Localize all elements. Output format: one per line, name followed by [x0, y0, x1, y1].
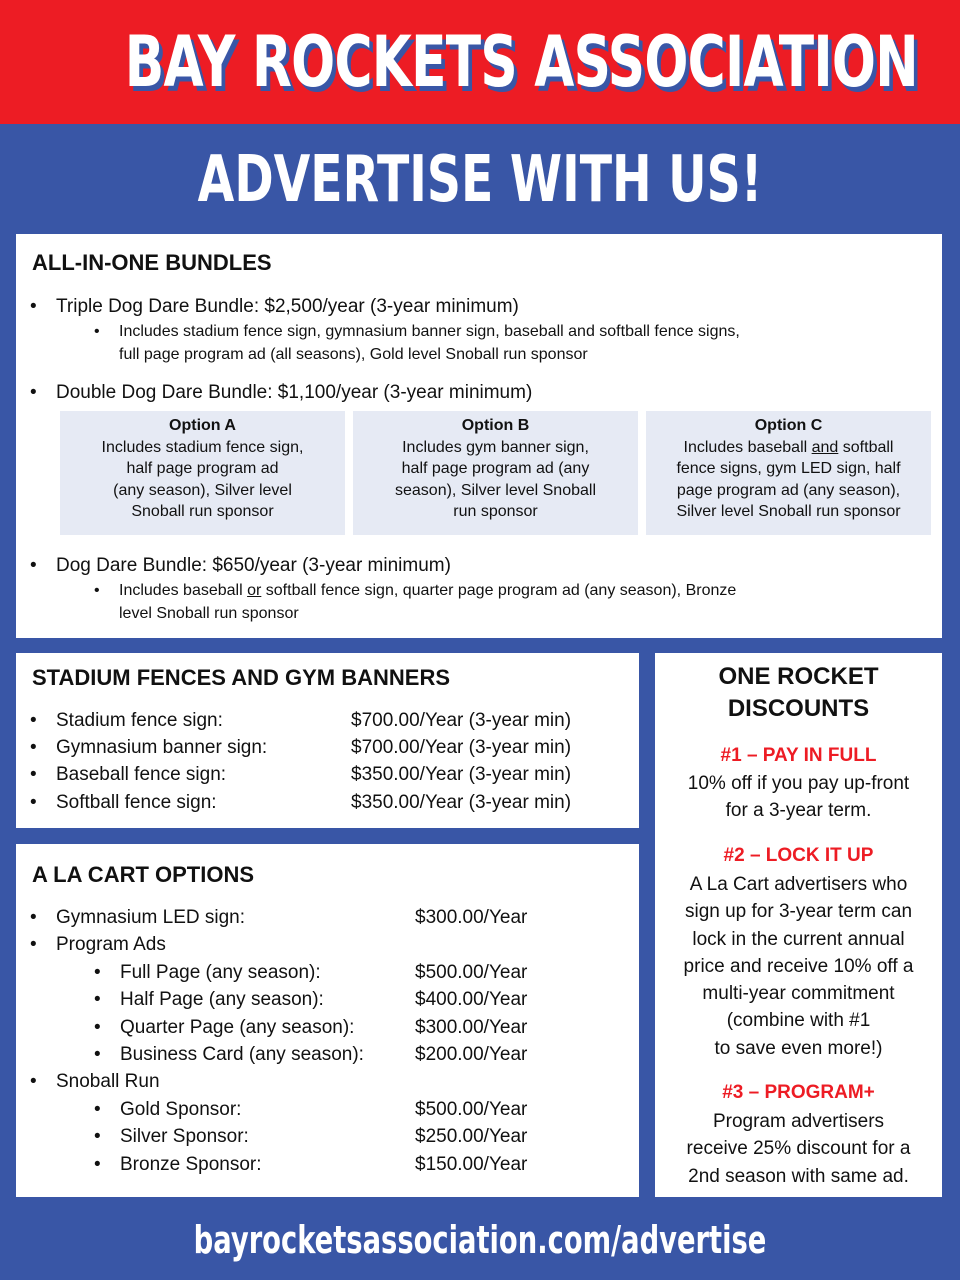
bundle-double-label: Double Dog Dare Bundle: $1,100/year (3-year minimum) [56, 382, 533, 403]
bundles-title: ALL-IN-ONE BUNDLES [32, 250, 272, 275]
discount-line: (combine with #1 [726, 1010, 871, 1032]
stadium-panel [16, 653, 639, 828]
option-a-line: half page program ad [126, 460, 279, 477]
cart-program-price: $400.00/Year [415, 989, 528, 1010]
bundle-single-label: Dog Dare Bundle: $650/year (3-year minimum) [56, 555, 451, 576]
discount-line: multi-year commitment [702, 983, 895, 1005]
discount-line: Program advertisers [712, 1111, 885, 1132]
option-c-line: Silver level Snoball run sponsor [676, 503, 901, 520]
bundle-triple-detail [94, 320, 740, 366]
cart-snoball-price: $250.00/Year [415, 1126, 528, 1147]
cart-program-price: $300.00/Year [415, 1017, 528, 1038]
bundle-single-detail-pre: Includes baseball [119, 582, 248, 599]
cart-title: A LA CART OPTIONS [32, 862, 255, 887]
bullet: • [30, 710, 37, 731]
bundle-triple [30, 296, 519, 318]
discount-line: A La Cart advertisers who [689, 874, 908, 895]
option-c-line1-underline: and [811, 438, 839, 456]
bullet: • [30, 737, 37, 758]
cart-panel [16, 844, 639, 1197]
discount-3-body [655, 1108, 942, 1190]
option-c-name: Option C [754, 417, 823, 434]
bundle-triple-label: Triple Dog Dare Bundle: $2,500/year (3-year minimum) [56, 296, 519, 317]
bullet: • [30, 764, 37, 785]
bundle-double [30, 382, 532, 404]
cart-program-item: Half Page (any season): [120, 989, 324, 1010]
discounts-title-line2: DISCOUNTS [727, 695, 870, 722]
option-c-line1-pre: Includes baseball [683, 438, 812, 456]
discount-2-body [655, 871, 942, 1062]
option-a-name: Option A [169, 417, 236, 434]
cart-program-label: Program Ads [56, 934, 166, 955]
discount-line: lock in the current annual [692, 928, 905, 950]
bullet: • [94, 1017, 101, 1038]
bundle-single-detail-underline: or [247, 582, 262, 599]
cart-snoball-price: $150.00/Year [415, 1154, 528, 1175]
option-b-line: season), Silver level Snoball [395, 481, 596, 499]
stadium-price: $350.00/Year (3-year min) [351, 764, 572, 785]
footer-url[interactable]: bayrocketsassociation.com/advertise [193, 1218, 767, 1262]
discount-1-head: #1 – PAY IN FULL [720, 745, 877, 766]
option-b-line: run sponsor [453, 503, 538, 520]
option-c-line: fence signs, gym LED sign, half [676, 460, 901, 477]
discount-line: 10% off if you pay up-front [687, 773, 910, 794]
cart-led-label: Gymnasium LED sign: [56, 907, 246, 928]
bundle-triple-detail-line2: full page program ad (all seasons), Gold level Snoball run sponsor [119, 346, 588, 363]
bullet: • [30, 792, 37, 813]
option-b-name: Option B [461, 417, 530, 434]
discount-line: receive 25% discount for a [686, 1138, 911, 1160]
stadium-label: Stadium fence sign: [56, 710, 223, 731]
cart-program-item: Quarter Page (any season): [120, 1017, 355, 1038]
page-subtitle: ADVERTISE WITH US! [197, 143, 763, 217]
bullet: • [94, 1154, 101, 1175]
bullet: • [94, 323, 100, 340]
discount-2-head: #2 – LOCK IT UP [723, 845, 874, 866]
discount-3-head: #3 – PROGRAM+ [722, 1082, 875, 1103]
bullet: • [30, 555, 37, 576]
cart-program-item: Business Card (any season): [120, 1044, 364, 1065]
header-banner [0, 0, 960, 124]
discounts-panel [655, 653, 942, 1197]
cart-program-price: $200.00/Year [415, 1044, 528, 1065]
option-c-line1-post: softball [838, 438, 894, 456]
option-c-line1 [646, 437, 931, 459]
option-b-line: half page program ad (any [401, 460, 590, 477]
bullet: • [94, 989, 101, 1010]
bullet: • [30, 296, 37, 317]
footer [0, 1205, 960, 1275]
discount-line: to save even more!) [714, 1037, 883, 1059]
cart-snoball-item: Silver Sponsor: [120, 1126, 249, 1147]
bullet: • [30, 382, 37, 403]
stadium-title: STADIUM FENCES AND GYM BANNERS [32, 665, 451, 690]
bullet: • [30, 1071, 37, 1092]
stadium-label: Softball fence sign: [56, 792, 217, 813]
discount-line: sign up for 3-year term can [684, 901, 913, 923]
bullet: • [94, 1044, 101, 1065]
stadium-price: $700.00/Year (3-year min) [351, 710, 572, 731]
bundles-panel [16, 234, 942, 638]
option-b-line: Includes gym banner sign, [402, 438, 589, 456]
option-c [646, 411, 931, 535]
option-b [353, 411, 638, 535]
bullet: • [94, 582, 100, 599]
discounts-title-line1: ONE ROCKET [718, 663, 879, 690]
bundle-triple-detail-line1: Includes stadium fence sign, gymnasium banner sign, baseball and softball fence signs, [119, 323, 740, 340]
option-c-line: page program ad (any season), [676, 481, 901, 499]
bullet: • [30, 907, 37, 928]
bundle-single-detail-line2: level Snoball run sponsor [119, 605, 299, 622]
discount-1-body [655, 770, 942, 825]
stadium-price: $700.00/Year (3-year min) [351, 737, 572, 758]
stadium-price: $350.00/Year (3-year min) [351, 792, 572, 813]
cart-program-item: Full Page (any season): [120, 962, 321, 983]
cart-program-price: $500.00/Year [415, 962, 528, 983]
option-a-line: (any season), Silver level [113, 481, 292, 499]
bullet: • [94, 1126, 101, 1147]
page-title: BAY ROCKETS ASSOCIATION [124, 21, 918, 103]
cart-snoball-label: Snoball Run [56, 1071, 160, 1092]
bundle-single-detail [94, 579, 736, 625]
cart-snoball-item: Bronze Sponsor: [120, 1154, 262, 1175]
bundle-single-detail-line1 [94, 579, 736, 602]
option-a [60, 411, 345, 535]
bullet: • [94, 1099, 101, 1120]
bullet: • [30, 934, 37, 955]
discounts-title [655, 661, 942, 725]
option-a-line: Includes stadium fence sign, [101, 438, 304, 456]
discount-line: price and receive 10% off a [683, 955, 914, 977]
discount-line: for a 3-year term. [725, 800, 872, 822]
bundle-single-detail-post: softball fence sign, quarter page program ad (any season), Bronze [261, 582, 737, 599]
cart-snoball-item: Gold Sponsor: [120, 1099, 242, 1120]
stadium-label: Baseball fence sign: [56, 764, 227, 785]
bundle-single [30, 555, 451, 577]
option-a-line: Snoball run sponsor [131, 503, 274, 520]
bullet: • [94, 962, 101, 983]
cart-led-price: $300.00/Year [415, 907, 528, 928]
discount-line: 2nd season with same ad. [688, 1165, 909, 1187]
cart-snoball-price: $500.00/Year [415, 1099, 528, 1120]
stadium-label: Gymnasium banner sign: [56, 737, 268, 758]
